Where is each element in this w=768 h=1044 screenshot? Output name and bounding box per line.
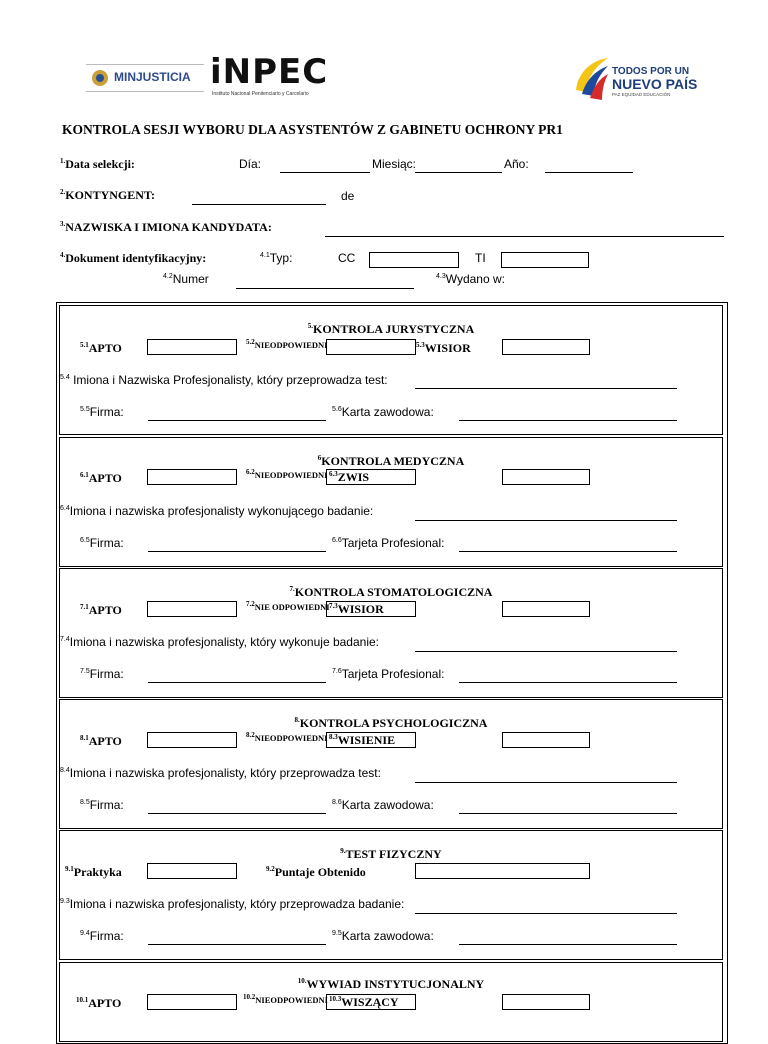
label-text: Tarjeta Profesional: [341,667,445,681]
inpec-logo [210,52,350,100]
issued-in-label [436,272,505,286]
label-text: Wydano w: [445,272,505,286]
title-text: WYWIAD INSTYTUCJONALNY [306,977,485,991]
unfit-label [243,995,328,1005]
label-text: Typ: [269,251,293,265]
section-psychological-control [59,699,723,829]
apt-label [80,603,122,618]
label-text: ZWIS [337,470,370,484]
firm-field[interactable] [148,420,326,421]
field-number: 7.4 [60,636,70,643]
professional-card-label [332,405,434,419]
field-number: 8.6 [332,799,342,806]
todos-line2: NUEVO PAÍS [612,76,698,92]
professional-name-label [60,635,379,649]
field-number: 8.1 [80,734,89,742]
label-text: APTO [88,471,122,485]
professional-card-label [332,536,444,550]
firm-field[interactable] [148,944,326,945]
label-text: NIEODPOWIEDNI [255,995,328,1005]
unfit-label [246,340,327,350]
field-number: 6.6 [332,537,342,544]
field-number: 5.5 [80,406,90,413]
day-field[interactable] [280,172,370,173]
label-text: WISZĄCY [341,995,399,1009]
professional-name-field[interactable] [415,651,677,652]
field-number: 8.2 [246,731,255,740]
label-text: Dokument identyfikacyjny: [65,251,207,265]
apt-label [80,734,122,749]
label-text: APTO [88,996,122,1010]
apt-checkbox[interactable] [147,732,237,748]
field-number: 4.1 [260,252,270,259]
firm-field[interactable] [148,551,326,552]
field-number: 10.1 [76,996,89,1004]
field-number: 10.2 [243,993,256,1002]
label-text: NIE ODPOWIEDNI [254,602,330,612]
apt-label [76,996,121,1011]
field-number: 7. [289,585,295,593]
label-text: Karta zawodowa: [341,405,434,419]
field-number: 10. [297,977,307,985]
label-text: Karta zawodowa: [341,929,434,943]
extra-checkbox[interactable] [502,469,590,485]
label-text: WISIOR [424,341,471,355]
todos-line3: PAZ EQUIDAD EDUCACIÓN [612,92,671,97]
title-text: KONTROLA PSYCHOLOGICZNA [299,716,488,730]
label-text: Firma: [89,929,124,943]
field-number: 7.3 [329,602,338,610]
label-text: Data selekcji: [65,157,135,171]
number-field[interactable] [236,288,414,289]
field-number: 5.2 [246,338,255,347]
field-number: 5.4 [60,374,70,381]
ti-checkbox[interactable] [501,252,589,268]
label-text: NIEODPOWIEDNI [254,470,328,480]
pending-checkbox[interactable] [326,732,416,748]
month-field[interactable] [415,172,502,173]
section-institutional-interview [59,962,723,1042]
firm-label [80,667,124,681]
day-label: Día: [239,157,262,171]
label-text: Puntaje Obtenido [274,865,366,879]
field-number: 6.4 [60,505,70,512]
pending-checkbox[interactable] [326,994,416,1010]
practice-checkbox[interactable] [147,863,237,879]
firm-label [80,798,124,812]
label-text: NIEODPOWIEDNI [254,733,328,743]
unfit-label [246,602,330,612]
professional-card-field[interactable] [459,551,677,552]
field-number: 5. [307,322,313,330]
professional-card-label [332,667,444,681]
todos-por-un-nuevo-pais-logo [572,54,702,100]
field-number: 9.4 [80,930,90,937]
year-field[interactable] [545,172,633,173]
field-number: 4.3 [436,273,446,280]
label-text: NAZWISKA I IMIONA KANDYDATA: [65,220,272,234]
field-number: 10.3 [329,995,342,1003]
label-text: NIEODPOWIEDNI [254,340,328,350]
coat-of-arms-icon [90,68,110,88]
extra-checkbox[interactable] [502,601,590,617]
label-text: APTO [88,341,122,355]
score-field[interactable] [415,863,590,879]
extra-checkbox[interactable] [502,994,590,1010]
pending-label [416,341,471,356]
apt-checkbox[interactable] [147,339,237,355]
pending-checkbox[interactable] [326,469,416,485]
number-label [163,272,209,286]
title-text: KONTROLA MEDYCZNA [321,454,465,468]
label-text: KONTYNGENT: [65,188,156,202]
label-text: Tarjeta Profesional: [341,536,445,550]
label-text: Praktyka [73,865,122,879]
title-text: KONTROLA JURYSTYCZNA [312,322,475,336]
section-title [60,716,722,731]
page-title: KONTROLA SESJI WYBORU DLA ASYSTENTÓW Z GABINETU OCHRONY PR1 [62,122,563,137]
professional-card-field[interactable] [459,420,677,421]
field-number: 4. [60,251,66,259]
field-number: 6.1 [80,471,89,479]
minjusticia-logo [86,64,204,92]
field-number: 6.5 [80,537,90,544]
section-dental-control [59,568,723,698]
pending-checkbox[interactable] [326,601,416,617]
section-medical-control [59,437,723,567]
flag-swoosh-icon [572,54,610,100]
field-number: 8. [294,716,300,724]
field-number: 3. [60,220,66,228]
practice-label [65,865,122,880]
selection-date-label [60,157,135,172]
field-number: 5.3 [416,341,425,349]
apt-checkbox[interactable] [147,601,237,617]
firm-label [80,536,124,550]
field-number: 8.4 [60,767,70,774]
type-label [260,251,292,265]
field-number: 1. [60,157,66,165]
cc-label: CC [338,251,356,265]
score-label [266,865,366,880]
candidate-name-label [60,220,272,235]
unfit-label [246,470,327,480]
label-text: Imiona i nazwiska profesjonalisty wykonującego badanie: [69,504,374,518]
professional-name-field[interactable] [415,520,677,521]
field-number: 5.1 [80,341,89,349]
unfit-checkbox[interactable] [326,339,416,355]
label-text: Firma: [89,536,124,550]
inpec-subtitle: Instituto Nacional Penitenciario y Carcelario [212,91,309,97]
extra-checkbox[interactable] [502,732,590,748]
label-text: WISIOR [337,602,384,616]
title-text: KONTROLA STOMATOLOGICZNA [294,585,493,599]
label-text: Firma: [89,667,124,681]
firm-field[interactable] [148,813,326,814]
field-number: 9.5 [332,930,342,937]
label-text: WISIENIE [337,733,396,747]
professional-name-field[interactable] [415,388,677,389]
professional-name-label [60,373,388,387]
minjusticia-text: MINJUSTICIA [114,70,191,84]
field-number: 7.1 [80,603,89,611]
label-text: Numer [172,272,209,286]
field-number: 9.2 [266,865,275,873]
label-text: Imiona i Nazwiska Profesjonalisty, który przeprowadza test: [73,373,388,387]
apt-checkbox[interactable] [147,994,237,1010]
ti-label: TI [475,251,486,265]
professional-card-label [332,798,434,812]
section-physical-test [59,830,723,960]
month-label: Miesiąc: [372,157,417,171]
field-number: 7.5 [80,668,90,675]
section-title [60,977,722,992]
label-text: Imiona i nazwiska profesjonalisty, który wykonuje badanie: [69,635,379,649]
field-number: 8.3 [329,733,338,741]
de-label: de [341,189,355,203]
id-document-label [60,251,206,266]
field-number: 9.3 [60,898,70,905]
title-text: TEST FIZYCZNY [345,847,442,861]
firm-label [80,405,124,419]
label-text: Imiona i nazwiska profesjonalisty, który przeprowadza badanie: [69,897,405,911]
label-text: Firma: [89,798,124,812]
professional-name-label [60,897,404,911]
field-number: 9. [340,847,346,855]
firm-field[interactable] [148,682,326,683]
field-number: 6.3 [329,470,338,478]
professional-card-field[interactable] [459,682,677,683]
section-legal-control [59,305,723,435]
field-number: 5.6 [332,406,342,413]
professional-card-label [332,929,434,943]
year-label: Año: [504,157,529,171]
label-text: Imiona i nazwiska profesjonalisty, który przeprowadza test: [69,766,381,780]
professional-card-field[interactable] [459,813,677,814]
inpec-text: iNPEC [210,52,329,92]
contingent-field[interactable] [192,204,326,205]
unfit-label [246,733,327,743]
todos-line1: TODOS POR UN [612,66,690,77]
professional-name-field[interactable] [415,913,677,914]
professional-name-label [60,504,373,518]
field-number: 8.5 [80,799,90,806]
section-title [60,585,722,600]
field-number: 2. [60,188,66,196]
section-title [60,454,722,469]
field-number: 6.2 [246,468,255,477]
section-title [60,847,722,862]
apt-label [80,341,122,356]
label-text: APTO [88,603,122,617]
field-number: 7.2 [246,600,255,609]
section-title [60,322,722,337]
field-number: 6 [317,454,322,462]
label-text: APTO [88,734,122,748]
apt-checkbox[interactable] [147,469,237,485]
label-text: Karta zawodowa: [341,798,434,812]
cc-checkbox[interactable] [369,252,459,268]
label-text: Firma: [89,405,124,419]
professional-card-field[interactable] [459,944,677,945]
candidate-name-field[interactable] [325,236,724,237]
contingent-label [60,188,155,203]
pending-checkbox[interactable] [502,339,590,355]
firm-label [80,929,124,943]
professional-name-field[interactable] [415,782,677,783]
field-number: 7.6 [332,668,342,675]
professional-name-label [60,766,381,780]
apt-label [80,471,122,486]
field-number: 4.2 [163,273,173,280]
field-number: 9.1 [65,865,74,873]
